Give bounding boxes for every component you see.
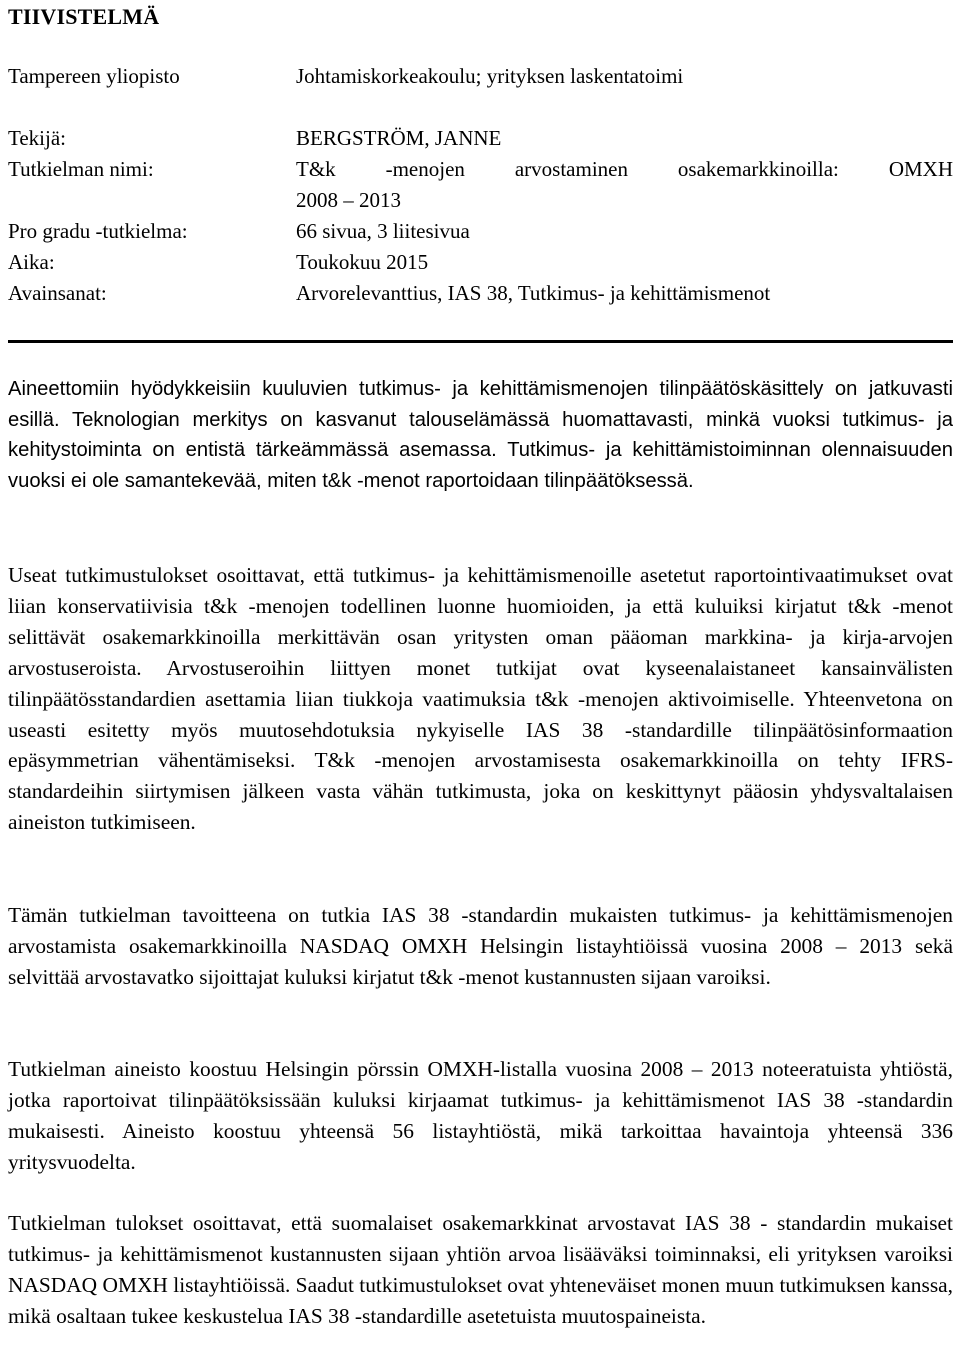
- thesis-name-label: Tutkielman nimi:: [8, 157, 154, 181]
- abstract-paragraph-1: Aineettomiin hyödykkeisiin kuuluvien tutkimus- ja kehittämismenojen tilinpäätöskäsittely on jatkuvasti esillä. Teknologian merkitys on kasvanut talouselämässä huomattavasti, minkä vuoksi tutkimus- ja kehitystoiminta on entistä tärkeämmässä asemassa. Tutkimus- ja kehittämistoiminnan olennaisuuden vuoksi ei ole samantekevää, miten t&k -menot raportoidaan tilinpäätöksessä.: [8, 378, 953, 492]
- thesis-name-value-line2: 2008 – 2013: [296, 188, 401, 212]
- date-value: Toukokuu 2015: [296, 250, 429, 274]
- university-value: Johtamiskorkeakoulu; yrityksen laskentatoimi: [296, 64, 684, 88]
- author-value: BERGSTRÖM, JANNE: [296, 126, 502, 150]
- abstract-paragraph-2: Useat tutkimustulokset osoittavat, että tutkimus- ja kehittämismenoille asetetut raportointivaatimukset ovat liian konservatiivisia t&k -menojen todellinen luonne huomioiden, ja että kuluiksi kirjatut t&k -menot selittävät osakemarkkinoilla merkittävän osan yritysten oman pääoman markkina- ja kirja-arvojen arvostuseroista. Arvostuseroihin liittyen monet tutkijat ovat kyseenalaistaneet kansainvälisten tilinpäätösstandardien asettamia liian tiukkoja vaatimuksia t&k -menojen aktivoimiselle. Yhteenvetona on useasti esitetty myös muutosehdotuksia nykyiselle IAS 38 -standardille tilinpäätösinformaation epäsymmetrian vähentämiseksi. T&k -menojen arvostamisesta osakemarkkinoilla on tehty IFRS-standardeihin siirtymisen jälkeen vasta vähän tutkimusta, joka on keskittynyt pääosin yhdysvaltalaisen aineiston tutkimiseen.: [8, 563, 953, 835]
- meta-row-date: [8, 247, 953, 278]
- thesis-name-value-line1: T&k -menojen arvostaminen osakemarkkinoilla: OMXH: [296, 157, 953, 181]
- meta-row-university: [8, 61, 953, 92]
- university-label: Tampereen yliopisto: [8, 64, 180, 88]
- meta-row-author: [8, 123, 953, 154]
- meta-row-thesis-type: [8, 216, 953, 247]
- thesis-type-label: Pro gradu -tutkielma:: [8, 219, 188, 243]
- horizontal-rule: [8, 340, 953, 343]
- keywords-value: Arvorelevanttius, IAS 38, Tutkimus- ja kehittämismenot: [296, 281, 771, 305]
- keywords-label: Avainsanat:: [8, 281, 107, 305]
- abstract-paragraph-4: Tutkielman aineisto koostuu Helsingin pörssin OMXH-listalla vuosina 2008 – 2013 noteeratuista yhtiöstä, jotka raportoivat tilinpäätöksissään kuluksi kirjaamat tutkimus- ja kehittämismenot IAS 38 -standardin mukaisesti. Aineisto koostuu yhteensä 56 listayhtiöstä, mikä tarkoittaa havaintoja yhteensä 336 yritysvuodelta.: [8, 1057, 953, 1174]
- thesis-type-value: 66 sivua, 3 liitesivua: [296, 219, 470, 243]
- author-label: Tekijä:: [8, 126, 67, 150]
- meta-row-thesis-name: [8, 154, 953, 185]
- document-title: TIIVISTELMÄ: [8, 4, 160, 29]
- abstract-paragraph-3: Tämän tutkielman tavoitteena on tutkia IAS 38 -standardin mukaisten tutkimus- ja kehittämismenojen arvostamista osakemarkkinoilla NASDAQ OMXH Helsingin listayhtiöissä vuosina 2008 – 2013 sekä selvittää arvostavatko sijoittajat kuluksi kirjatut t&k -menot kustannusten sijaan varoiksi.: [8, 903, 953, 989]
- meta-row-thesis-name-cont: [8, 185, 953, 216]
- abstract-paragraph-5: Tutkielman tulokset osoittavat, että suomalaiset osakemarkkinat arvostavat IAS 38 - standardin mukaiset tutkimus- ja kehittämismenot kustannusten sijaan yhtiön arvoa lisääväksi toiminnaksi, eli yrityksen varoiksi NASDAQ OMXH listayhtiöissä. Saadut tutkimustulokset ovat yhteneväiset monen muun tutkimuksen kanssa, mikä osaltaan tukee keskustelua IAS 38 -standardille asetetuista muutospaineista.: [8, 1211, 953, 1328]
- date-label: Aika:: [8, 250, 55, 274]
- meta-row-keywords: [8, 278, 953, 309]
